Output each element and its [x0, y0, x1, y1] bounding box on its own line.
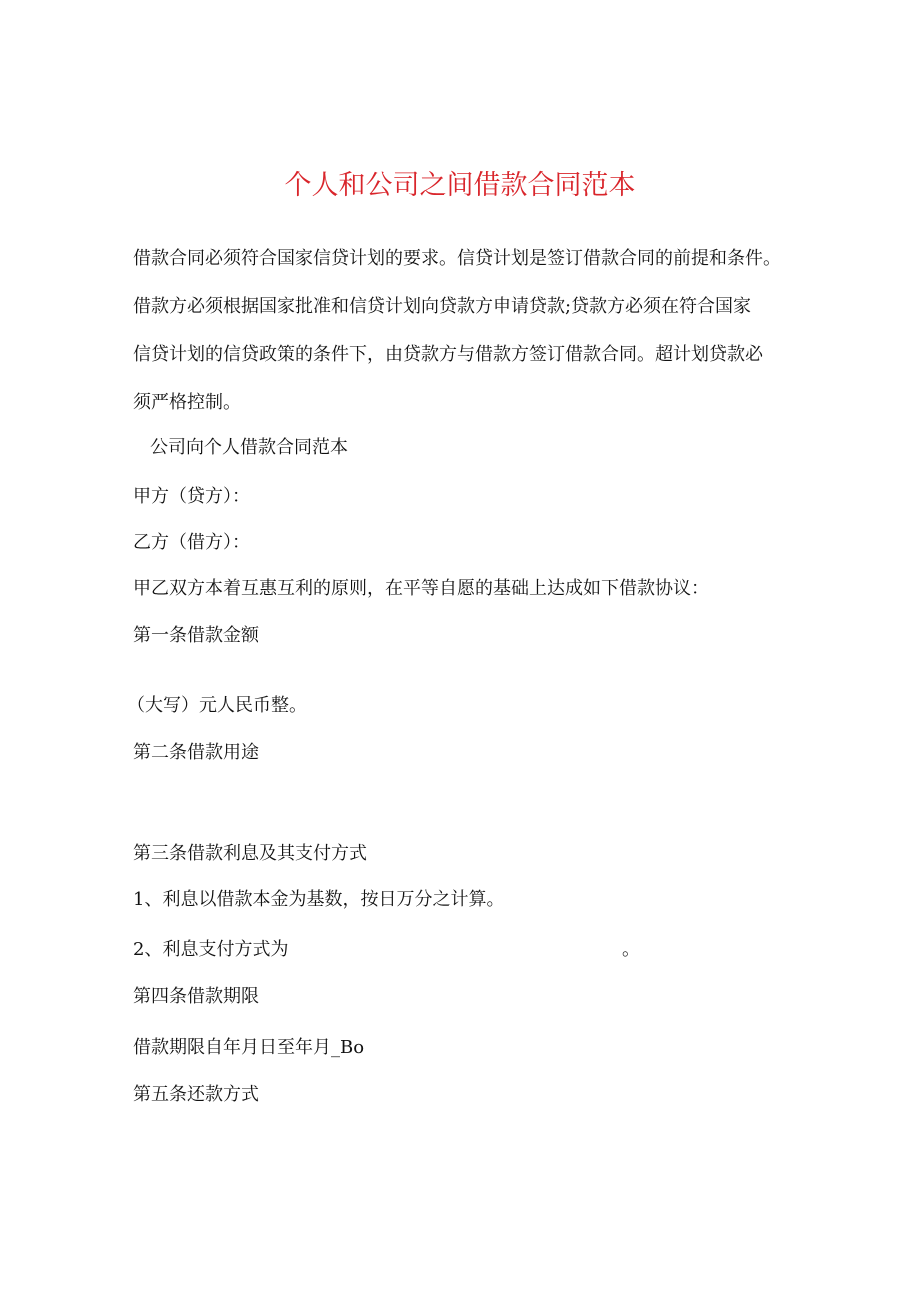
party-a-line: 甲方（贷方）：	[133, 486, 250, 507]
article-heading: 第五条还款方式	[133, 1084, 259, 1105]
article-heading: 第四条借款期限	[133, 986, 259, 1007]
loan-amount-line: （大写）元人民币整。	[127, 695, 307, 716]
blank-period: 。	[622, 939, 640, 960]
article-heading: 第二条借款用途	[133, 742, 259, 763]
paragraph-line: 信贷计划的信贷政策的条件下，由贷款方与借款方签订借款合同。超计划贷款必	[133, 344, 763, 365]
article-heading: 第三条借款利息及其支付方式	[133, 843, 367, 864]
clause-line: 1、利息以借款本金为基数，按日万分之计算。	[133, 889, 505, 910]
article-heading: 第一条借款金额	[133, 625, 259, 646]
agreement-intro: 甲乙双方本着互惠互利的原则，在平等自愿的基础上达成如下借款协议：	[133, 578, 709, 599]
party-b-line: 乙方（借方）：	[133, 532, 250, 553]
paragraph-line: 借款合同必须符合国家信贷计划的要求。信贷计划是签订借款合同的前提和条件。	[133, 248, 781, 269]
section-heading: 公司向个人借款合同范本	[150, 437, 348, 458]
loan-term-line: 借款期限自年月日至年月_Bo	[133, 1037, 365, 1058]
paragraph-line: 须严格控制。	[133, 392, 241, 413]
paragraph-line: 借款方必须根据国家批准和信贷计划向贷款方申请贷款;贷款方必须在符合国家	[133, 296, 752, 317]
document-title: 个人和公司之间借款合同范本	[284, 170, 636, 201]
clause-line: 2、利息支付方式为	[133, 939, 289, 960]
